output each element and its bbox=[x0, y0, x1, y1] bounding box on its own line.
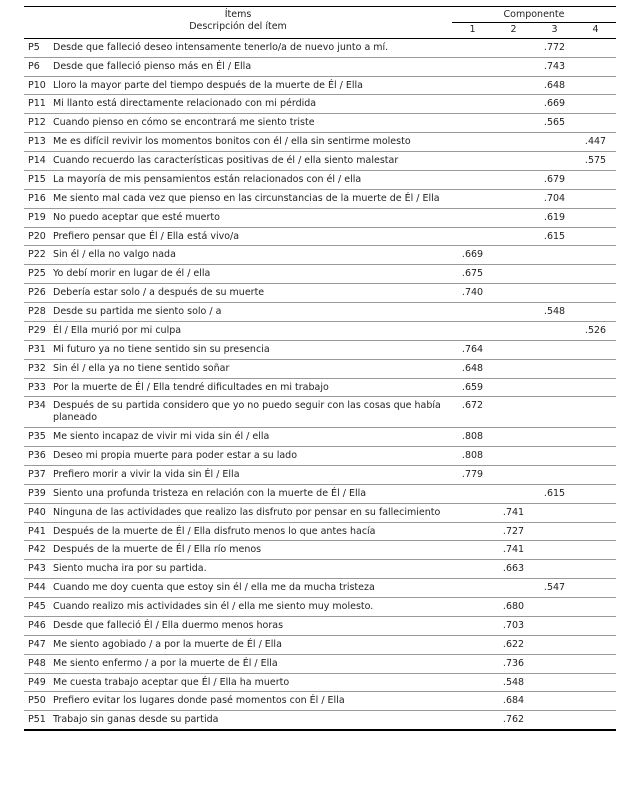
loading-cell-2 bbox=[493, 246, 534, 265]
item-id-cell: P42 bbox=[28, 544, 46, 556]
loading-cell-2 bbox=[493, 428, 534, 447]
loading-cell-4 bbox=[575, 635, 616, 654]
loading-cell-2: .703 bbox=[502, 619, 525, 631]
table-row bbox=[24, 484, 616, 503]
loading-cell-1 bbox=[452, 654, 493, 673]
item-desc-cell: Prefiero pensar que Él / Ella está vivo/a bbox=[53, 230, 240, 242]
item-desc-cell: Cuando me doy cuenta que estoy sin él / ella me da mucha tristeza bbox=[53, 582, 375, 594]
item-id-cell: P31 bbox=[28, 343, 46, 355]
loading-cell-1 bbox=[452, 321, 493, 340]
table-row bbox=[24, 114, 616, 133]
table-row bbox=[24, 654, 616, 673]
table-row bbox=[24, 598, 616, 617]
loading-cell-3 bbox=[534, 635, 575, 654]
table-row bbox=[24, 265, 616, 284]
item-desc-cell: Después de su partida considero que yo no puedo seguir con las cosas que había planeado bbox=[53, 400, 441, 424]
item-id-cell: P34 bbox=[28, 400, 46, 412]
item-desc-cell: Cuando recuerdo las características positivas de él / ella siento malestar bbox=[53, 155, 399, 166]
item-desc-cell: Trabajo sin ganas desde su partida bbox=[53, 714, 219, 726]
item-id-cell: P32 bbox=[28, 362, 46, 374]
item-desc-cell: Me siento enfermo / a por la muerte de Él / Ella bbox=[53, 657, 278, 669]
table-row bbox=[24, 189, 616, 208]
loading-cell-4 bbox=[575, 359, 616, 378]
loading-cell-1: .808 bbox=[461, 431, 484, 443]
loading-cell-3 bbox=[534, 284, 575, 303]
loading-cell-2 bbox=[493, 303, 534, 322]
items-subtitle: Descripción del ítem bbox=[189, 20, 287, 32]
loading-cell-4: .575 bbox=[584, 155, 607, 166]
item-desc-cell: Me siento agobiado / a por la muerte de Él / Ella bbox=[53, 638, 282, 650]
loading-cell-3 bbox=[534, 465, 575, 484]
item-desc-cell: Me es difícil revivir los momentos bonitos con él / ella sin sentirme molesto bbox=[53, 136, 411, 148]
loading-cell-4 bbox=[575, 208, 616, 227]
table-row bbox=[24, 359, 616, 378]
item-id-cell: P16 bbox=[28, 192, 46, 204]
loading-cell-3 bbox=[534, 616, 575, 635]
item-desc-cell: Debería estar solo / a después de su muerte bbox=[53, 287, 265, 299]
loading-cell-3 bbox=[534, 321, 575, 340]
loading-cell-2 bbox=[493, 114, 534, 133]
loading-cell-2: .741 bbox=[502, 506, 525, 518]
item-id-cell: P28 bbox=[28, 306, 46, 317]
table-row bbox=[24, 428, 616, 447]
loading-cell-3 bbox=[534, 522, 575, 541]
item-desc-cell: Mi llanto está directamente relacionado con mi pérdida bbox=[53, 98, 317, 110]
item-desc-cell: Siento una profunda tristeza en relación con la muerte de Él / Ella bbox=[53, 487, 367, 499]
loading-cell-3 bbox=[534, 447, 575, 466]
table-row bbox=[24, 579, 616, 598]
loading-cell-4 bbox=[575, 284, 616, 303]
loading-cell-1 bbox=[452, 692, 493, 711]
loading-cell-1: .669 bbox=[461, 249, 484, 261]
item-id-cell: P6 bbox=[28, 60, 40, 72]
loading-cell-1 bbox=[452, 133, 493, 152]
item-desc-cell: Después de la muerte de Él / Ella disfruto menos lo que antes hacía bbox=[53, 525, 376, 537]
loading-cell-1 bbox=[452, 560, 493, 579]
item-desc-cell: Me siento incapaz de vivir mi vida sin él / ella bbox=[53, 431, 270, 443]
loading-cell-3: .548 bbox=[543, 306, 566, 317]
loading-cell-2 bbox=[493, 378, 534, 397]
item-desc-cell: Prefiero evitar los lugares donde pasé momentos con Él / Ella bbox=[53, 695, 345, 707]
loading-cell-1 bbox=[452, 503, 493, 522]
loading-cell-4 bbox=[575, 95, 616, 114]
item-id-cell: P19 bbox=[28, 211, 46, 223]
loading-cell-1: .740 bbox=[461, 287, 484, 299]
loading-cell-2 bbox=[493, 208, 534, 227]
loading-cell-3: .547 bbox=[543, 582, 566, 594]
loading-cell-2 bbox=[493, 265, 534, 284]
item-id-cell: P50 bbox=[28, 695, 46, 707]
item-desc-cell: Sin él / ella ya no tiene sentido soñar bbox=[53, 362, 230, 374]
table-row bbox=[24, 321, 616, 340]
loading-cell-4 bbox=[575, 579, 616, 598]
table-row bbox=[24, 246, 616, 265]
loading-cell-4 bbox=[575, 114, 616, 133]
loading-cell-1 bbox=[452, 38, 493, 57]
loading-cell-2 bbox=[493, 95, 534, 114]
loading-cell-4 bbox=[575, 465, 616, 484]
loading-cell-4 bbox=[575, 503, 616, 522]
item-desc-cell: Sin él / ella no valgo nada bbox=[53, 249, 176, 261]
loading-cell-1 bbox=[452, 76, 493, 95]
loading-cell-3 bbox=[534, 598, 575, 617]
loading-cell-2: .727 bbox=[502, 525, 525, 537]
loading-cell-2: .741 bbox=[502, 544, 525, 556]
loading-cell-3 bbox=[534, 133, 575, 152]
loading-cell-1 bbox=[452, 170, 493, 189]
loading-cell-3 bbox=[534, 541, 575, 560]
loading-cell-2 bbox=[493, 227, 534, 246]
item-id-cell: P35 bbox=[28, 431, 46, 443]
item-id-cell: P47 bbox=[28, 638, 46, 650]
loading-cell-3: .619 bbox=[543, 211, 566, 223]
loading-cell-4 bbox=[575, 484, 616, 503]
items-title: Ítems bbox=[224, 9, 252, 20]
loading-cell-4 bbox=[575, 340, 616, 359]
item-desc-cell: Me siento mal cada vez que pienso en las circunstancias de la muerte de Él / Ella bbox=[53, 192, 440, 204]
table-row bbox=[24, 522, 616, 541]
loading-cell-1 bbox=[452, 208, 493, 227]
loading-cell-1 bbox=[452, 95, 493, 114]
table-header bbox=[24, 7, 616, 39]
loading-cell-1: .764 bbox=[461, 343, 484, 355]
item-desc-cell: Por la muerte de Él / Ella tendré dificultades en mi trabajo bbox=[53, 381, 329, 393]
loading-cell-1 bbox=[452, 303, 493, 322]
loading-cell-1 bbox=[452, 673, 493, 692]
loading-cell-4 bbox=[575, 447, 616, 466]
item-id-cell: P22 bbox=[28, 249, 46, 261]
loading-cell-1 bbox=[452, 579, 493, 598]
item-id-cell: P40 bbox=[28, 506, 46, 518]
table-row bbox=[24, 340, 616, 359]
loading-cell-3 bbox=[534, 692, 575, 711]
component-col-2: 2 bbox=[493, 22, 534, 38]
item-id-cell: P15 bbox=[28, 173, 46, 185]
loading-cell-2 bbox=[493, 397, 534, 428]
item-desc-cell: Mi futuro ya no tiene sentido sin su presencia bbox=[53, 343, 270, 355]
loading-cell-1 bbox=[452, 152, 493, 171]
loading-cell-4 bbox=[575, 246, 616, 265]
loading-cell-2: .762 bbox=[502, 714, 525, 726]
loading-cell-3: .615 bbox=[543, 487, 566, 499]
table-row bbox=[24, 447, 616, 466]
table-row bbox=[24, 227, 616, 246]
loading-cell-3 bbox=[534, 152, 575, 171]
loading-cell-4 bbox=[575, 428, 616, 447]
loading-cell-2 bbox=[493, 284, 534, 303]
loading-cell-1 bbox=[452, 598, 493, 617]
loading-cell-4 bbox=[575, 711, 616, 730]
loading-cell-3 bbox=[534, 428, 575, 447]
item-id-cell: P11 bbox=[28, 98, 46, 110]
loading-cell-1 bbox=[452, 57, 493, 76]
factor-loadings-table bbox=[24, 6, 616, 731]
item-id-cell: P43 bbox=[28, 563, 46, 575]
table-row bbox=[24, 170, 616, 189]
loading-cell-2 bbox=[493, 152, 534, 171]
item-desc-cell: Después de la muerte de Él / Ella río menos bbox=[53, 544, 262, 556]
table-row bbox=[24, 465, 616, 484]
table-row bbox=[24, 284, 616, 303]
loading-cell-3 bbox=[534, 711, 575, 730]
item-desc-cell: Yo debí morir en lugar de él / ella bbox=[53, 268, 211, 280]
loading-cell-4 bbox=[575, 170, 616, 189]
loading-cell-3 bbox=[534, 503, 575, 522]
table-row bbox=[24, 95, 616, 114]
item-id-cell: P29 bbox=[28, 324, 46, 336]
item-id-cell: P37 bbox=[28, 468, 46, 480]
table-row bbox=[24, 635, 616, 654]
loading-cell-4 bbox=[575, 57, 616, 76]
item-desc-cell: Cuando pienso en cómo se encontrará me siento triste bbox=[53, 117, 315, 129]
component-col-4: 4 bbox=[575, 22, 616, 38]
loading-cell-2 bbox=[493, 133, 534, 152]
item-id-cell: P48 bbox=[28, 657, 46, 669]
item-id-cell: P41 bbox=[28, 525, 46, 537]
item-id-cell: P51 bbox=[28, 714, 46, 726]
loading-cell-4 bbox=[575, 76, 616, 95]
loading-cell-3 bbox=[534, 654, 575, 673]
loading-cell-4: .447 bbox=[584, 136, 607, 148]
loading-cell-2 bbox=[493, 38, 534, 57]
item-id-cell: P5 bbox=[28, 41, 40, 53]
item-id-cell: P45 bbox=[28, 601, 46, 612]
table-row bbox=[24, 616, 616, 635]
loading-cell-1 bbox=[452, 522, 493, 541]
loading-cell-2 bbox=[493, 57, 534, 76]
loading-cell-3 bbox=[534, 378, 575, 397]
loading-cell-1: .808 bbox=[461, 450, 484, 461]
loading-cell-1 bbox=[452, 635, 493, 654]
table-body bbox=[24, 38, 616, 730]
loading-cell-3 bbox=[534, 673, 575, 692]
loading-cell-3: .648 bbox=[543, 79, 566, 91]
loading-cell-2 bbox=[493, 340, 534, 359]
loading-cell-1: .672 bbox=[461, 400, 484, 412]
loading-cell-2 bbox=[493, 447, 534, 466]
item-desc-cell: Desde que falleció Él / Ella duermo menos horas bbox=[53, 619, 284, 631]
component-header-cell: Componente bbox=[452, 7, 616, 23]
loading-cell-3 bbox=[534, 246, 575, 265]
loading-cell-4 bbox=[575, 303, 616, 322]
loading-cell-4 bbox=[575, 541, 616, 560]
item-id-cell: P49 bbox=[28, 676, 46, 688]
loading-cell-3 bbox=[534, 397, 575, 428]
item-id-cell: P13 bbox=[28, 136, 46, 148]
item-id-cell: P25 bbox=[28, 268, 46, 280]
component-col-1: 1 bbox=[452, 22, 493, 38]
table-row bbox=[24, 152, 616, 171]
table-row bbox=[24, 560, 616, 579]
loading-cell-3: .704 bbox=[543, 192, 566, 204]
loading-cell-4 bbox=[575, 598, 616, 617]
loading-cell-2: .736 bbox=[502, 657, 525, 669]
loading-cell-4: .526 bbox=[584, 324, 607, 336]
loading-cell-3: .615 bbox=[543, 230, 566, 242]
table-row bbox=[24, 57, 616, 76]
item-desc-cell: Cuando realizo mis actividades sin él / ella me siento muy molesto. bbox=[53, 601, 374, 612]
item-desc-cell: Desde que falleció pienso más en Él / Ella bbox=[53, 60, 252, 72]
item-id-cell: P26 bbox=[28, 287, 46, 299]
loading-cell-4 bbox=[575, 616, 616, 635]
loading-cell-2 bbox=[493, 76, 534, 95]
item-id-cell: P33 bbox=[28, 381, 46, 393]
table-row bbox=[24, 76, 616, 95]
table-row bbox=[24, 503, 616, 522]
loading-cell-3: .743 bbox=[543, 60, 566, 72]
loading-cell-3 bbox=[534, 340, 575, 359]
table-row bbox=[24, 208, 616, 227]
table-row bbox=[24, 378, 616, 397]
loading-cell-4 bbox=[575, 522, 616, 541]
loading-cell-4 bbox=[575, 560, 616, 579]
loading-cell-1 bbox=[452, 114, 493, 133]
table-row bbox=[24, 133, 616, 152]
loading-cell-1 bbox=[452, 711, 493, 730]
item-desc-cell: Desde su partida me siento solo / a bbox=[53, 306, 222, 317]
loading-cell-3: .565 bbox=[543, 117, 566, 129]
loading-cell-2 bbox=[493, 484, 534, 503]
loading-cell-3: .772 bbox=[543, 41, 566, 53]
item-desc-cell: Deseo mi propia muerte para poder estar a su lado bbox=[53, 450, 298, 461]
item-id-cell: P20 bbox=[28, 230, 46, 242]
item-id-cell: P46 bbox=[28, 619, 46, 631]
item-desc-cell: La mayoría de mis pensamientos están relacionados con él / ella bbox=[53, 173, 362, 185]
loading-cell-3: .679 bbox=[543, 173, 566, 185]
loading-cell-2 bbox=[493, 189, 534, 208]
loading-cell-2 bbox=[493, 579, 534, 598]
loading-cell-2 bbox=[493, 465, 534, 484]
loading-cell-1 bbox=[452, 484, 493, 503]
loading-cell-2 bbox=[493, 321, 534, 340]
loading-cell-2: .684 bbox=[502, 695, 525, 707]
loading-cell-3 bbox=[534, 265, 575, 284]
loading-cell-1: .648 bbox=[461, 362, 484, 374]
loading-cell-2 bbox=[493, 359, 534, 378]
loading-cell-4 bbox=[575, 189, 616, 208]
item-id-cell: P39 bbox=[28, 487, 46, 499]
table-row bbox=[24, 397, 616, 428]
item-desc-cell: No puedo aceptar que esté muerto bbox=[53, 211, 220, 223]
item-id-cell: P10 bbox=[28, 79, 46, 91]
loading-cell-4 bbox=[575, 692, 616, 711]
loading-cell-4 bbox=[575, 378, 616, 397]
loading-cell-3 bbox=[534, 560, 575, 579]
table-row bbox=[24, 673, 616, 692]
loading-cell-3 bbox=[534, 359, 575, 378]
loading-cell-4 bbox=[575, 227, 616, 246]
item-id-cell: P44 bbox=[28, 582, 46, 594]
loading-cell-1 bbox=[452, 541, 493, 560]
item-desc-cell: Siento mucha ira por su partida. bbox=[53, 563, 207, 575]
loading-cell-1 bbox=[452, 189, 493, 208]
item-id-cell: P36 bbox=[28, 450, 46, 461]
item-desc-cell: Prefiero morir a vivir la vida sin Él / Ella bbox=[53, 468, 240, 480]
loading-cell-3: .669 bbox=[543, 98, 566, 110]
item-id-cell: P14 bbox=[28, 155, 46, 166]
item-desc-cell: Lloro la mayor parte del tiempo después de la muerte de Él / Ella bbox=[53, 79, 363, 91]
component-col-3: 3 bbox=[534, 22, 575, 38]
table-row bbox=[24, 303, 616, 322]
loading-cell-1: .675 bbox=[461, 268, 484, 280]
loading-cell-4 bbox=[575, 654, 616, 673]
item-desc-cell: Me cuesta trabajo aceptar que Él / Ella ha muerto bbox=[53, 676, 290, 688]
item-desc-cell: Él / Ella murió por mi culpa bbox=[53, 324, 182, 336]
table-row bbox=[24, 541, 616, 560]
items-header-cell bbox=[24, 7, 452, 39]
loading-cell-1: .659 bbox=[461, 381, 484, 393]
loading-cell-4 bbox=[575, 38, 616, 57]
loading-cell-4 bbox=[575, 673, 616, 692]
loading-cell-2: .622 bbox=[502, 638, 525, 650]
item-desc-cell: Desde que falleció deseo intensamente tenerlo/a de nuevo junto a mí. bbox=[53, 41, 389, 53]
table-row bbox=[24, 38, 616, 57]
loading-cell-4 bbox=[575, 397, 616, 428]
loading-cell-1 bbox=[452, 616, 493, 635]
loading-cell-2 bbox=[493, 170, 534, 189]
item-desc-cell: Ninguna de las actividades que realizo las disfruto por pensar en su fallecimiento bbox=[53, 506, 441, 518]
loading-cell-1: .779 bbox=[461, 468, 484, 480]
table-row bbox=[24, 711, 616, 730]
loading-cell-2: .680 bbox=[502, 601, 525, 612]
item-id-cell: P12 bbox=[28, 117, 46, 129]
loading-cell-2: .548 bbox=[502, 676, 525, 688]
header-row-top bbox=[24, 7, 616, 23]
loading-cell-1 bbox=[452, 227, 493, 246]
loading-cell-2: .663 bbox=[502, 563, 525, 575]
loading-cell-4 bbox=[575, 265, 616, 284]
table-row bbox=[24, 692, 616, 711]
